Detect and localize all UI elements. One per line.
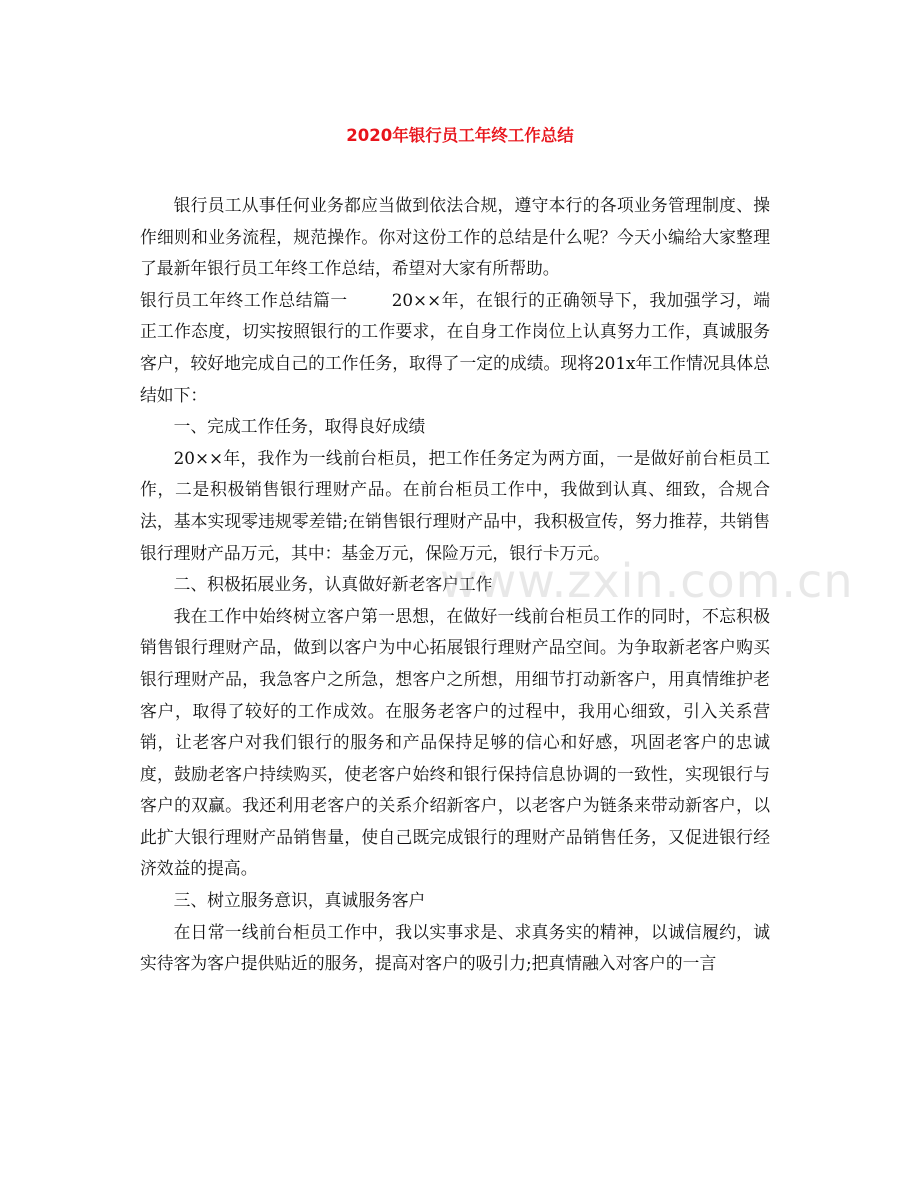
section1-paragraph: 20××年，我作为一线前台柜员，把工作任务定为两方面，一是做好前台柜员工作，二是积极销售银行理财产品。在前台柜员工作中，我做到认真、细致，合规合法，基本实现零违规零差错;在销售银行理财产品中，我积极宣传，努力推荐，共销售银行理财产品万元，其中：基金万元，保险万元，银行卡万元。	[140, 447, 770, 563]
part-label: 银行员工年终工作总结篇一	[140, 289, 348, 310]
section3-paragraph: 在日常一线前台柜员工作中，我以实事求是、求真务实的精神，以诚信履约，诚实待客为客户提供贴近的服务，提高对客户的吸引力;把真情融入对客户的一言	[140, 921, 770, 974]
document-title: 2020年银行员工年终工作总结	[346, 126, 574, 145]
part-paragraph	[140, 285, 770, 411]
watermark: www.zxin.com.cn	[440, 554, 854, 608]
section3-heading: 三、树立服务意识，真诚服务客户	[173, 890, 426, 911]
intro-paragraph: 银行员工从事任何业务都应当做到依法合规，遵守本行的各项业务管理制度、操作细则和业务流程，规范操作。你对这份工作的总结是什么呢？今天小编给大家整理了最新年银行员工年终工作总结，希望对大家有所帮助。	[140, 195, 770, 279]
section2-paragraph: 我在工作中始终树立客户第一思想，在做好一线前台柜员工作的同时，不忘积极销售银行理财产品，做到以客户为中心拓展银行理财产品空间。为争取新老客户购买银行理财产品，我急客户之所急，想客户之所想，用细节打动新客户，用真情维护老客户，取得了较好的工作成效。在服务老客户的过程中，我用心细致，引入关系营销，让老客户对我们银行的服务和产品保持足够的信心和好感，巩固老客户的忠诚度，鼓励老客户持续购买，使老客户始终和银行保持信息协调的一致性，实现银行与客户的双赢。我还利用老客户的关系介绍新客户，以老客户为链条来带动新客户，以此扩大银行理财产品销售量，使自己既完成银行的理财产品销售任务，又促进银行经济效益的提高。	[140, 605, 770, 879]
part-text: 20××年，在银行的正确领导下，我加强学习，端正工作态度，切实按照银行的工作要求，在自身工作岗位上认真努力工作，真诚服务客户，较好地完成自己的工作任务，取得了一定的成绩。现将201x年工作情况具体总结如下：	[140, 289, 770, 405]
section2-heading: 二、积极拓展业务，认真做好新老客户工作	[173, 574, 493, 595]
section1-heading: 一、完成工作任务，取得良好成绩	[173, 416, 426, 437]
document-body	[140, 190, 770, 980]
